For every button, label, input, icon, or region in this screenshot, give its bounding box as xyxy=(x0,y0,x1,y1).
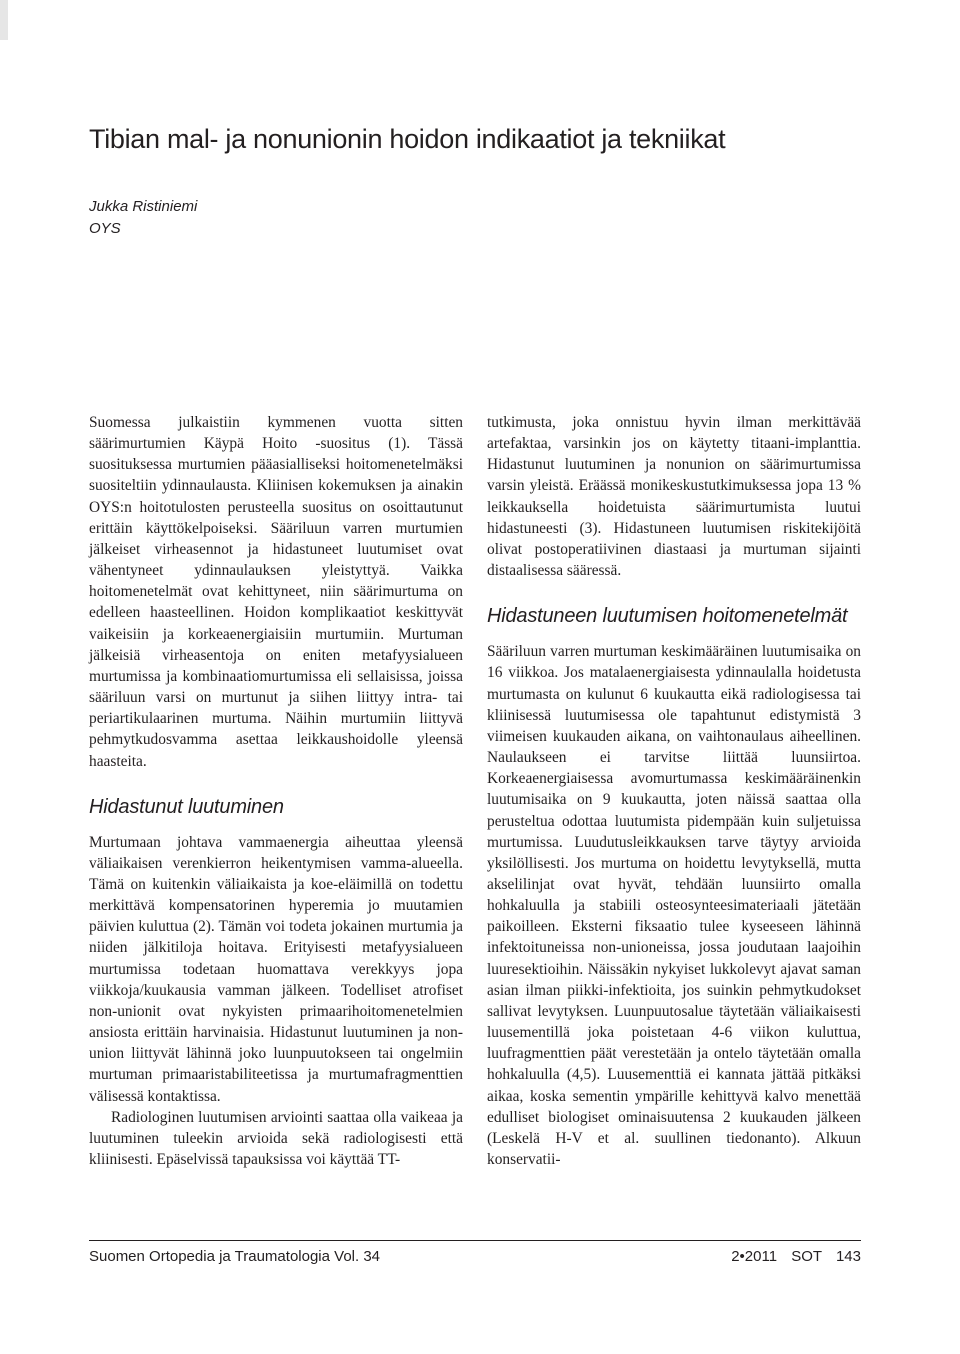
article-title: Tibian mal- ja nonunionin hoidon indikaatiot ja tekniikat xyxy=(89,124,726,154)
author-name: Jukka Ristiniemi xyxy=(89,198,198,215)
right-column xyxy=(487,412,861,1170)
body-paragraph: Sääriluun varren murtuman keskimääräinen luutumisaika on 16 viikkoa. Jos matalaenergiaisesta ydinnaulalla hoidetusta murtumasta on kulunut 6 kuukautta eikä radiologisessa tai kliinisessä luutumisessa ole tapahtunut edistymistä 3 viimeisen kuukauden aikana, on vaihtonaulaus aiheellinen. Naulaukseen ei tarvitse liittää luunsiirtoa. Korkeaenergiaisessa avomurtumassa keskimääräinenkin luutumisaika on 9 kuukautta, joten näissä saattaa olla perusteltua odottaa luutumista pidempään kuin suljetuissa murtumissa. Luudutusleikkauksen tarve täytyy arvioida yksilöllisesti. Jos murtuma on hoidettu levytyksellä, mutta akselilinjat ovat hyvät, tehdään luunsiirto omalla hohkaluulla ja stabiili osteosynteesimateriaali jätetään paikoilleen. Eksterni fiksaatio tulee kyseeseen lähinnä infektoituneissa non-unioneissa, jossa joudutaan laajoihin luuresektioihin. Näissäkin nykyiset lukkolevyt ajavat saman asian ilman piikki-infektioita, jos suinkin pehmytkudokset sallivat levytyksen. Luunpuutosalue täytetään väliaikaisesti luusementillä joka poistetaan 4-6 viikon kuluttua, luufragmenttien päät verestetään ja ontelo täytetään omalla hohkaluulla (4,5). Luusementtiä ei kannata jättää pitkäksi aikaa, koska sementin ympärille kehittyvä kalvo menettää edulliset biologiset ominaisuutensa 2 kuukauden jälkeen (Leskelä H-V et al. suullinen tiedonanto). Alkuun konservatii- xyxy=(487,643,861,1168)
intro-paragraph: Suomessa julkaistiin kymmenen vuotta sitten säärimurtumien Käypä Hoito -suositus (1). Tässä suosituksessa murtumien pääasialliseksi hoitomenetelmäksi suositeltiin ydinnaulausta. Kliinisen kokemuksen ja ainakin OYS:n hoitotulosten perusteella suositus on osoittautunut erittäin käyttökelpoiseksi. Sääriluun varren murtumien jälkeiset virheasennot ja hidastuneet luutumiset ovat vähentyneet ydinnaulauksen yleistyttyä. Vaikka hoitomenetelmät ovat kehittyneet, niin säärimurtuma on edelleen haasteellinen. Hoidon komplikaatiot keskittyvät vaikeisiin ja korkeaenergiaisiin murtumiin. Murtuman jälkeisiä virheasentoja on eniten metafyysialueen murtumissa ja kombinaatiomurtumissa eli sellaisissa, joissa sääriluun varsi on murtunut ja siihen liittyy intra- tai periartikulaarinen murtuma. Näihin murtumiin liittyvä pehmytkudosvamma asettaa leikkaushoidolle yleensä haasteita. xyxy=(89,414,463,770)
footer-issue-info xyxy=(721,1248,861,1265)
body-paragraph: tutkimusta, joka onnistuu hyvin ilman merkittävää artefaktaa, varsinkin jos on käytetty titaani-implanttia. Hidastunut luutuminen ja nonunion on säärimurtumissa varsin yleistä. Eräässä monikeskustutkimuksessa jopa 13 % leikkauksella hoidetuista säärimurtumista luutui hidastuneesti (3). Hidastuneen luutumisen riskitekijöitä olivat postoperatiivinen diastaasi ja murtuman sijainti distaalisessa sääressä. xyxy=(487,414,861,580)
section-heading-hoitomenetelmat: Hidastuneen luutumisen hoitomenetelmät xyxy=(487,605,848,628)
author-block xyxy=(89,196,197,240)
body-paragraph: Murtumaan johtava vammaenergia aiheuttaa yleensä väliaikaisen verenkierron heikentymisen vamma-alueella. Tämä on kuitenkin väliaikaista ja koe-eläimillä on todettu merkittävä kompensatorinen hyperemia jo muutamien päivien kuluttua (2). Tämän voi todeta jokainen murtumia ja niiden jälkitiloja hoitava. Erityisesti metafyysialueen murtumissa todetaan huomattava verekkyys jopa viikkoja/kuukausia vamman jälkeen. Todelliset atrofiset non-unionit ovat nykyisten primaarihoitomenetelmien ansiosta erittäin harvinaisia. Hidastunut luutuminen ja non-union liittyvät lähinnä joko luunpuutokseen tai ongelmiin murtuman primaaristabiliteetissa ja murtumafragmenttien välisessä kontaktissa. xyxy=(89,833,463,1105)
body-paragraph: Radiologinen luutumisen arviointi saattaa olla vaikeaa ja luutuminen tuleekin arvioida sekä radiologisesti että kliinisesti. Epäselvissä tapauksissa voi käyttää TT- xyxy=(89,1108,463,1168)
journal-abbreviation: SOT xyxy=(791,1248,822,1265)
edge-mark xyxy=(0,0,8,40)
author-affiliation: OYS xyxy=(89,220,121,237)
page-number: 143 xyxy=(835,1248,861,1265)
footer-divider xyxy=(89,1240,861,1241)
page-footer xyxy=(89,1248,861,1265)
issue-number: 2•2011 xyxy=(731,1248,778,1265)
left-column xyxy=(89,412,463,1170)
section-heading-hidastunut: Hidastunut luutuminen xyxy=(89,795,284,818)
journal-name: Suomen Ortopedia ja Traumatologia Vol. 34 xyxy=(89,1248,381,1265)
